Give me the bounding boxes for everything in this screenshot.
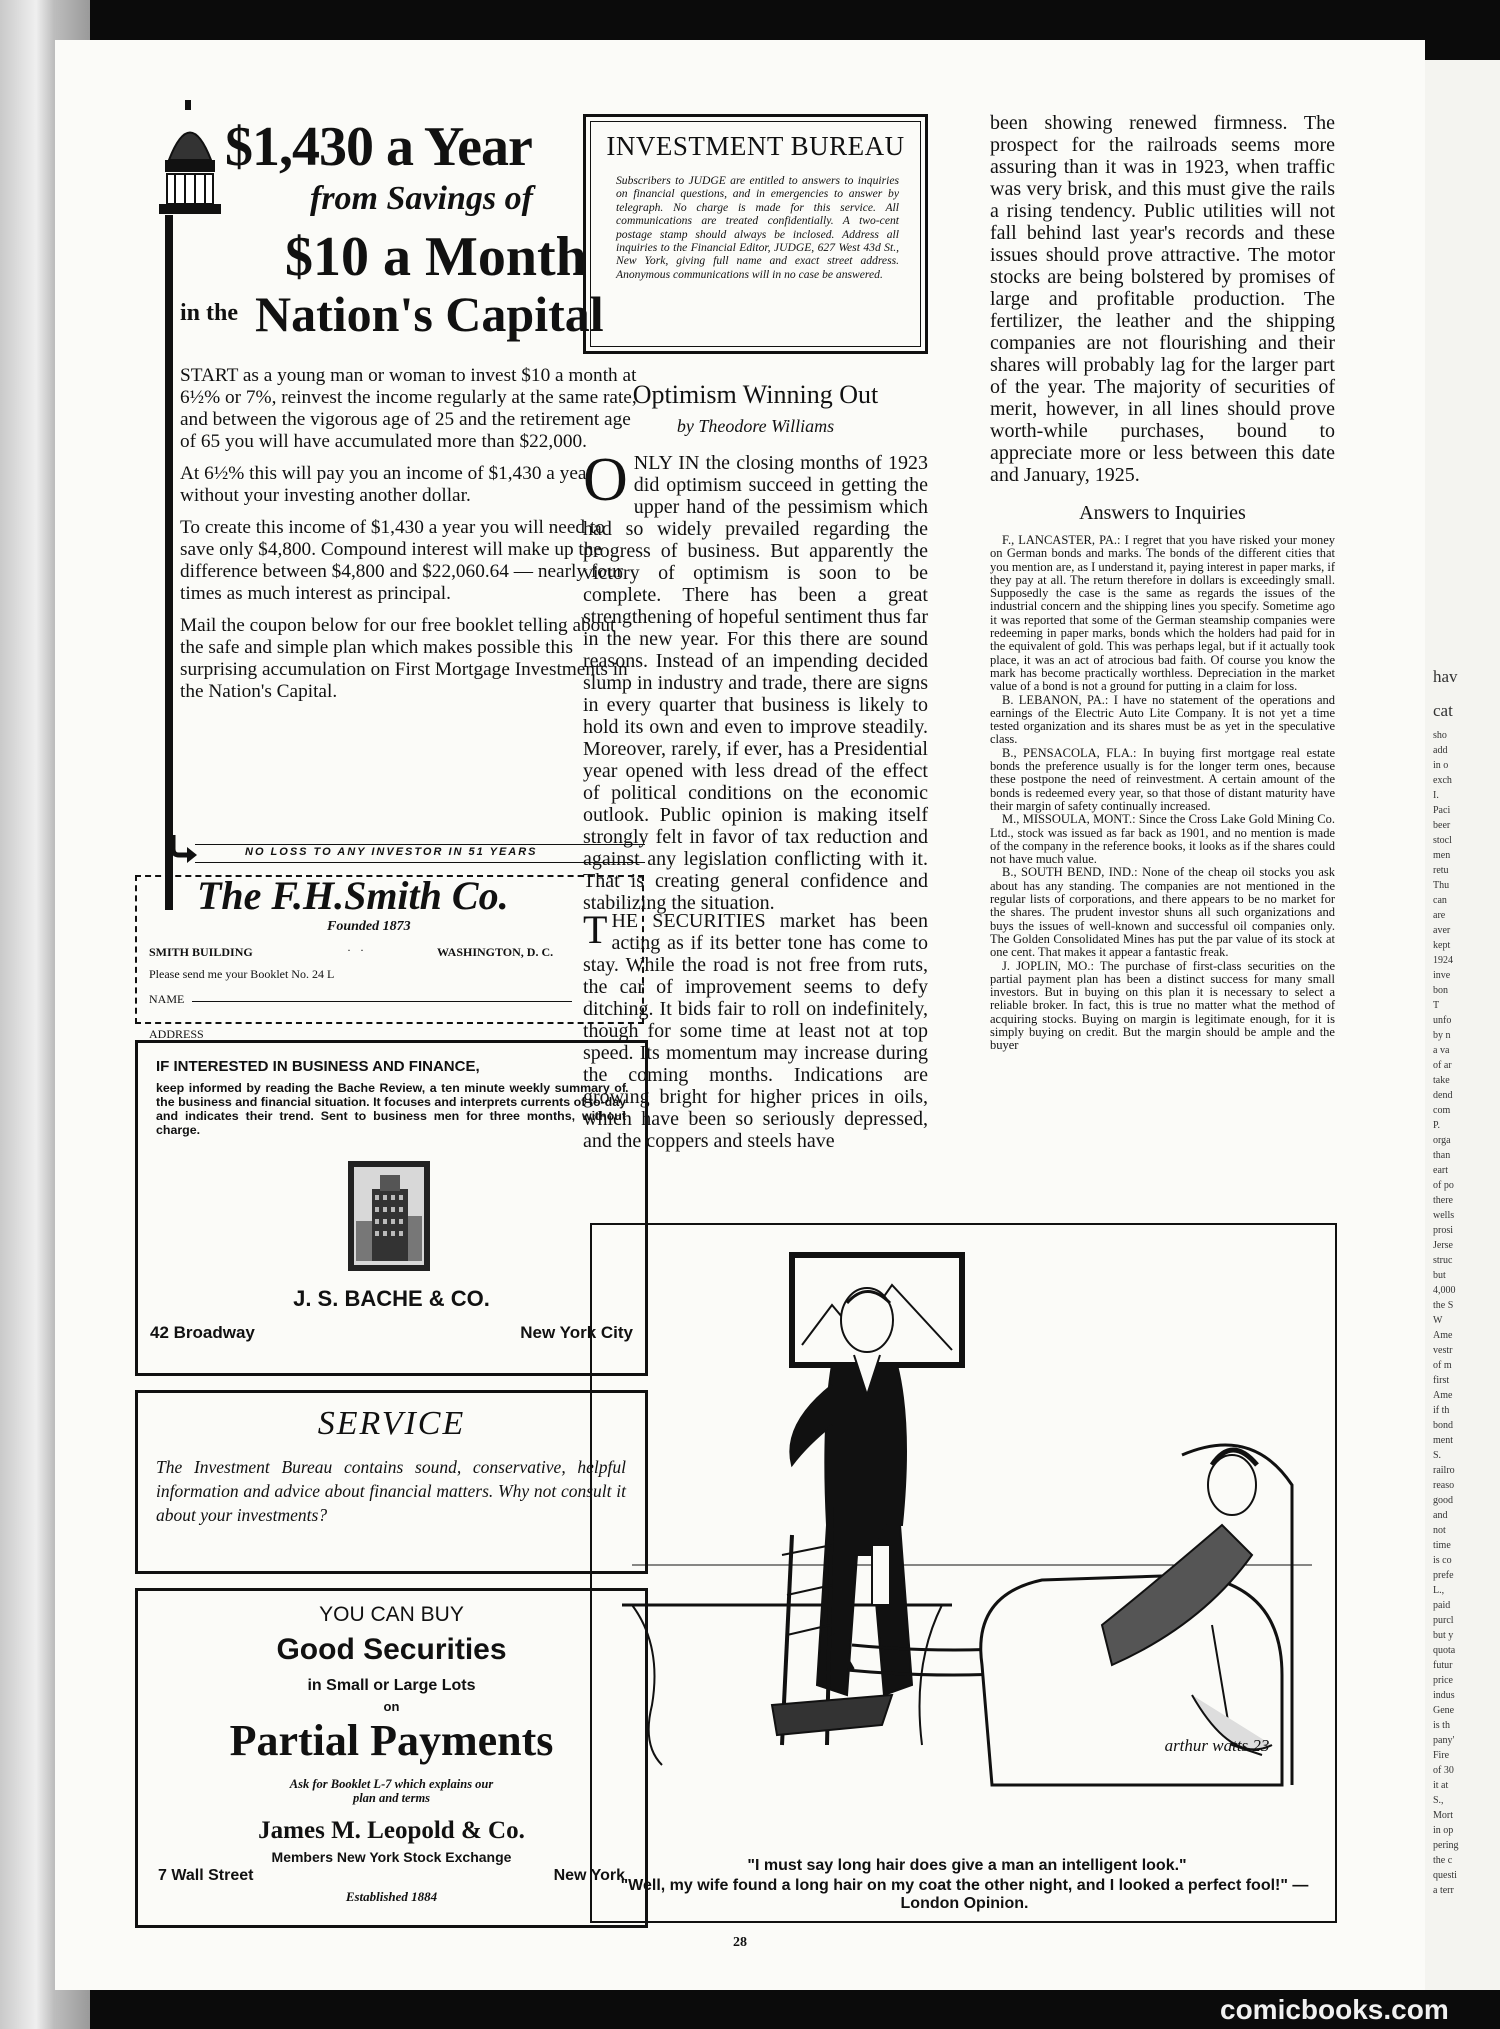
adjacent-page-edge [1425,60,1500,1990]
adjacent-page-fragment: vestr [1433,1345,1453,1356]
adjacent-page-fragment: 4,000 [1433,1285,1456,1296]
answer-item [990,960,1335,1053]
coupon-address-label: ADDRESS [149,1027,204,1041]
adjacent-page-fragment: aver [1433,925,1451,936]
bache-company: J. S. BACHE & CO. [293,1286,490,1311]
ad-service [135,1390,648,1574]
leopold-line1: YOU CAN BUY [319,1603,464,1626]
coupon-dots: · · [347,943,364,957]
adjacent-page-fragment: the c [1433,1855,1453,1866]
smith-tagline: NO LOSS TO ANY INVESTOR IN 51 YEARS [245,846,538,858]
adjacent-page-fragment: bon [1433,985,1448,996]
answer-item [990,866,1335,959]
adjacent-page-fragment: by n [1433,1030,1451,1041]
adjacent-page-fragment: eart [1433,1165,1448,1176]
adjacent-page-fragment: a va [1433,1045,1450,1056]
adjacent-page-fragment: Mort [1433,1810,1453,1821]
service-body: The Investment Bureau contains sound, conservative, helpful information and advice about financial matters. Why not consult it about your investments? [156,1457,626,1525]
adjacent-page-fragment: S., [1433,1795,1444,1806]
smith-headline-3: $10 a Month [285,226,587,288]
leopold-established: Established 1884 [345,1889,438,1904]
adjacent-page-fragment: W [1433,1315,1443,1326]
adjacent-page-fragment: Jerse [1433,1240,1453,1251]
adjacent-page-fragment: hav [1433,667,1458,686]
adjacent-page-fragment: add [1433,745,1448,756]
adjacent-page-fragment: 1924 [1433,955,1453,966]
adjacent-page-fragment: orga [1433,1135,1451,1146]
smith-headline-4-prefix: in the [180,300,239,326]
coupon-request: Please send me your Booklet No. 24 L [149,967,335,981]
adjacent-page-fragment: of po [1433,1180,1454,1191]
smith-para-2: At 6½% this will pay you an income of $1,430 a year without your investing another dollar. [180,463,593,506]
leopold-line5: Partial Payments [229,1716,554,1765]
adjacent-page-fragment: struc [1433,1255,1453,1266]
answer-text: Since the Cross Lake Gold Mining Co. Ltd., stock was issued as far back as 1901, and no mention is made of the company in the reference books, it looks as if the shares could not have much value. [990,812,1335,867]
bache-city: New York City [520,1323,633,1342]
adjacent-page-fragment: but [1433,1270,1446,1281]
adjacent-page-fragment: inve [1433,970,1451,981]
article-para-1 [583,446,929,914]
adjacent-page-fragment: retu [1433,865,1449,876]
adjacent-page-fragment: a terr [1433,1885,1454,1896]
coupon-founded: Founded 1873 [327,919,411,934]
coupon-company: The F.H.Smith Co. [197,873,509,918]
adjacent-page-fragment: purcl [1433,1615,1454,1626]
adjacent-page-fragment: bond [1433,1420,1453,1431]
smith-para-3: To create this income of $1,430 a year you will need to save only $4,800. Compound interest will make up the difference between $4,800 and $22,060.64 — nearly four times as much interest as principal. [180,517,623,604]
adjacent-page-fragment: first [1433,1375,1450,1386]
adjacent-page-fragment: T [1433,1000,1440,1011]
leopold-members: Members New York Stock Exchange [271,1849,512,1865]
coupon-city: WASHINGTON, D. C. [437,945,554,959]
cartoon-illustration [592,1225,1335,1825]
coupon-name-label: NAME [149,992,185,1006]
arrow-icon [169,835,197,863]
answer-item [990,534,1335,694]
cartoon-frame [590,1223,1337,1923]
answer-text: I have no statement of the operations and earnings of the Electric Auto Lite Company. It is not yet a time tested organization and its shares must be as yet in the speculative class. [990,692,1336,747]
adjacent-page-fragment: S. [1433,1450,1442,1461]
adjacent-page-fragment: indus [1433,1690,1455,1701]
answer-place: B., PENSACOLA, FLA.: [1002,745,1137,760]
adjacent-page-fragment: quota [1433,1645,1456,1656]
answer-item [990,813,1335,866]
answer-text: In buying first mortgage real estate bonds the preference usually is for the longer term ones, because these postpone the need of reinvestment. A certain amount of the bonds is redeemed every year, so that those of distant maturity have their margin of safety continually increased. [990,745,1336,813]
cartoon-caption-2: "Well, my wife found a long hair on my coat the other night, and I looked a perfect fool!" — London Opinion. [620,1877,1309,1912]
answer-text: The purchase of first-class securities on the partial payment plan has been a distinct success for many small investors. But in buying on this plan it is necessary to select a reliable broker. In fact, this is true no matter what the method of acquiring stocks. Buying on margin is legitimate enough, for it is simply buying on credit. But the margin should be ample and the buyer [990,958,1335,1053]
capitol-dome-icon [155,100,225,220]
adjacent-page-fragment: wells [1433,1210,1455,1221]
smith-headline-2: from Savings of [310,180,533,217]
cartoon-signature: arthur watts 23 [1164,1736,1270,1755]
adjacent-page-fragment: it at [1433,1780,1449,1791]
article-byline: by Theodore Williams [676,416,835,436]
site-watermark: comicbooks.com [1220,1994,1449,2025]
smith-para-4: Mail the coupon below for our free booklet telling about the safe and simple plan which makes possible this surprising accumulation on First Mortgage Investments in the Nation's Capital. [180,615,628,702]
bureau-body: Subscribers to JUDGE are entitled to answers to inquiries on financial questions, and in emergencies to answer by telegraph. No charge is made for this service. All communications are treated confidentially. A two-cent postage stamp should always be inclosed. Address all inquiries to the Financial Editor, JUDGE, 627 West 43d St., New York, giving full name and exact street address. Anonymous communications will in no case be answered. [616,174,899,281]
adjacent-page-fragment: of ar [1433,1060,1452,1071]
leopold-line2: Good Securities [276,1633,507,1666]
answer-text: I regret that you have risked your money on German bonds and marks. The bonds of the different cities that you mention are, as I understand it, paying interest in paper marks, if they pay at all. The return therefore in dollars is exceedingly small. Supposedly the case is the same as regards the issues of the industrial concern and the shipping lines you specify. Sometime ago it was reported that some of the German steamship companies were redeeming in paper marks, bonds which the holders had paid for in the equivalent of gold. This was perhaps legal, but if it actually took place, it was an act of atrocious bad faith. Of course you know the mark has become practically worthless. Depreciation in the market value of a bond is not a ground for putting in a claim for loss. [990,533,1336,694]
smith-border-left [165,215,173,910]
adjacent-page-fragment: than [1433,1150,1451,1161]
bache-heading: IF INTERESTED IN BUSINESS AND FINANCE, [156,1058,480,1075]
adjacent-page-fragment: if th [1433,1405,1450,1416]
adjacent-page-fragment: unfo [1433,1015,1452,1026]
adjacent-page-fragment: is th [1433,1720,1450,1731]
adjacent-page-fragment: Fire [1433,1750,1450,1761]
ad-bache [135,1040,648,1376]
article-para-3: been showing renewed firmness. The prospect for the railroads seems more assuring than it was in 1923, when traffic was very brisk, and this must give the rails a rising tendency. Public utilities will not fall behind last year's records and these issues should prove attractive. The motor stocks are being bolstered by promises of large and profitable production. The fertilizer, the leather and the shipping companies are not flourishing and their shares will probably lag for the larger part of the year. The majority of securities of merit, however, in all lines should prove worth-while purchases, bound to appreciate more or less between this date and January, 1925. [990,112,1335,486]
building-image [348,1161,430,1271]
adjacent-page-fragment: ment [1433,1435,1453,1446]
adjacent-page-fragment: pering [1433,1840,1459,1851]
adjacent-page-fragments [1433,660,1459,1898]
leopold-address: 7 Wall Street [158,1867,254,1884]
adjacent-page-fragment: take [1433,1075,1450,1086]
smith-headline-1: $1,430 a Year [225,116,532,178]
smith-body [180,365,640,703]
adjacent-page-fragment: the S [1433,1300,1454,1311]
adjacent-page-fragment: in op [1433,1825,1454,1836]
adjacent-page-fragment: there [1433,1195,1453,1206]
coupon-name-field[interactable] [192,1001,572,1002]
answer-item [990,694,1335,747]
adjacent-page-fragment: Ame [1433,1330,1453,1341]
adjacent-page-fragment: men [1433,850,1451,861]
smith-coupon[interactable] [135,875,644,1024]
tagline-rule-bottom [195,862,645,863]
adjacent-page-fragment: of 30 [1433,1765,1454,1776]
adjacent-page-fragment: in o [1433,760,1449,771]
smith-para-1: START as a young man or woman to invest $10 a month at 6½% or 7%, reinvest the income regularly at the same rate, and between the vigorous age of 25 and the retirement age of 65 you will have accumulated more than $22,000. [180,365,637,452]
adjacent-page-fragment: but y [1433,1630,1454,1641]
adjacent-page-fragment: L., [1433,1585,1445,1596]
dropcap-o: O [583,446,628,514]
adjacent-page-fragment: Thu [1433,880,1450,891]
answers-title: Answers to Inquiries [1079,502,1246,524]
answer-place: M., MISSOULA, MONT.: [1002,812,1136,827]
article-title: Optimism Winning Out [632,380,879,409]
adjacent-page-fragment: of m [1433,1360,1452,1371]
leopold-company: James M. Leopold & Co. [258,1817,525,1844]
ad-fh-smith [135,100,655,1041]
coupon-building: SMITH BUILDING [149,945,253,959]
adjacent-page-fragment: is co [1433,1555,1452,1566]
page-number: 28 [733,1935,747,1950]
adjacent-page-fragment: pany' [1433,1735,1455,1746]
adjacent-page-fragment: price [1433,1675,1453,1686]
para-2-lead: HE SECURITIES [611,910,766,932]
answers-list [990,534,1335,1053]
investment-bureau-box [583,114,928,354]
leopold-line4: on [383,1699,400,1714]
answer-place: J. JOPLIN, MO.: [1002,958,1094,973]
adjacent-page-fragment: are [1433,910,1446,921]
adjacent-page-fragment: stocl [1433,835,1452,846]
answer-item [990,747,1335,813]
adjacent-page-fragment: time [1433,1540,1451,1551]
adjacent-page-fragment: Gene [1433,1705,1455,1716]
leopold-line3: in Small or Large Lots [307,1677,476,1694]
adjacent-page-fragment: and [1433,1510,1448,1521]
adjacent-page-fragment: dend [1433,1090,1453,1101]
adjacent-page-fragment: paid [1433,1600,1451,1611]
bureau-title: INVESTMENT BUREAU [606,131,905,161]
adjacent-page-fragment: beer [1433,820,1451,831]
leopold-line6: Ask for Booklet L-7 which explains our plan and terms [289,1777,494,1805]
para-2-text: market has been acting as if its better tone has come to stay. While the road is not free from ruts, the car of improvement seems to defy ditching. It bids fair to roll on indefinitely, though for some time at least not at top speed. Its momentum may increase during the coming months. Indications are growing bright for higher prices in oils, which have been so seriously depressed, and the coppers and steels have [583,910,928,1152]
adjacent-page-fragment: I. [1433,790,1439,801]
adjacent-page-fragment: railro [1433,1465,1455,1476]
adjacent-page-fragment: can [1433,895,1447,906]
adjacent-page-fragment: sho [1433,730,1447,741]
adjacent-page-fragment: prosi [1433,1225,1453,1236]
ad-leopold [135,1588,648,1928]
leopold-city: New York [553,1867,625,1884]
adjacent-page-fragment: prefe [1433,1570,1454,1581]
service-title: SERVICE [317,1405,466,1442]
adjacent-page-fragment: futur [1433,1660,1453,1671]
adjacent-page-fragment: exch [1433,775,1452,786]
article-para-2 [583,907,928,1152]
bache-body: keep informed by reading the Bache Review, a ten minute weekly summary of the business and financial situation. It focuses and interprets currents of to-day and indicates their trend. Sent to business men for three months, without charge. [156,1081,626,1137]
answer-place: B. LEBANON, PA.: [1002,692,1109,707]
adjacent-page-fragment: questi [1433,1870,1457,1881]
adjacent-page-fragment: P. [1433,1120,1440,1131]
answer-place: B., SOUTH BEND, IND.: [1002,865,1138,880]
adjacent-page-fragment: Paci [1433,805,1451,816]
answer-place: F., LANCASTER, PA.: [1002,533,1121,547]
cartoon-caption-1: "I must say long hair does give a man an intelligent look." [747,1857,1187,1874]
answer-text: None of the cheap oil stocks you ask about has any standing. The companies are not mentioned in the regular lists of corporations, and there appears to be no market for the shares. The prudent investor shuns all such organizations and buys the issues of well-known and successful oil companies only. The Golden Consolidated Mines has put the par value of its stock at one cent. That makes it appear a fantastic freak. [990,865,1336,960]
smith-headline-4: Nation's Capital [255,286,604,342]
tagline-rule-top [195,844,645,845]
adjacent-page-fragment: not [1433,1525,1446,1536]
adjacent-page-fragment: kept [1433,940,1451,951]
adjacent-page-fragment: com [1433,1105,1451,1116]
para-1-lead: NLY IN [633,452,700,474]
adjacent-page-fragment: good [1433,1495,1453,1506]
adjacent-page-fragment: reaso [1433,1480,1455,1491]
adjacent-page-fragment: Ame [1433,1390,1453,1401]
para-1-text: the closing months of 1923 did optimism succeed in getting the upper hand of the pessimism which had so widely prevailed regarding the progress of business. But apparently the victory of optimism is soon to be complete. There has been a great strengthening of hopeful sentiment thus far in the new year. For this there are sound reasons. Instead of an impending decided slump in industry and trade, there are signs in every quarter that business is likely to hold its own and even to improve steadily. Moreover, rarely, if ever, has a Presidential year opened with less dread of the effect of political conditions on the economic outlook. Public opinion is making itself strongly felt in favor of tax reduction and against any legislation conflicting with it. That is creating general confidence and stabilizing the situation. [583,452,929,914]
dropcap-t: T [583,907,608,952]
bache-address: 42 Broadway [150,1323,255,1342]
adjacent-page-fragment: cat [1433,701,1453,720]
magazine-page [55,40,1425,1990]
